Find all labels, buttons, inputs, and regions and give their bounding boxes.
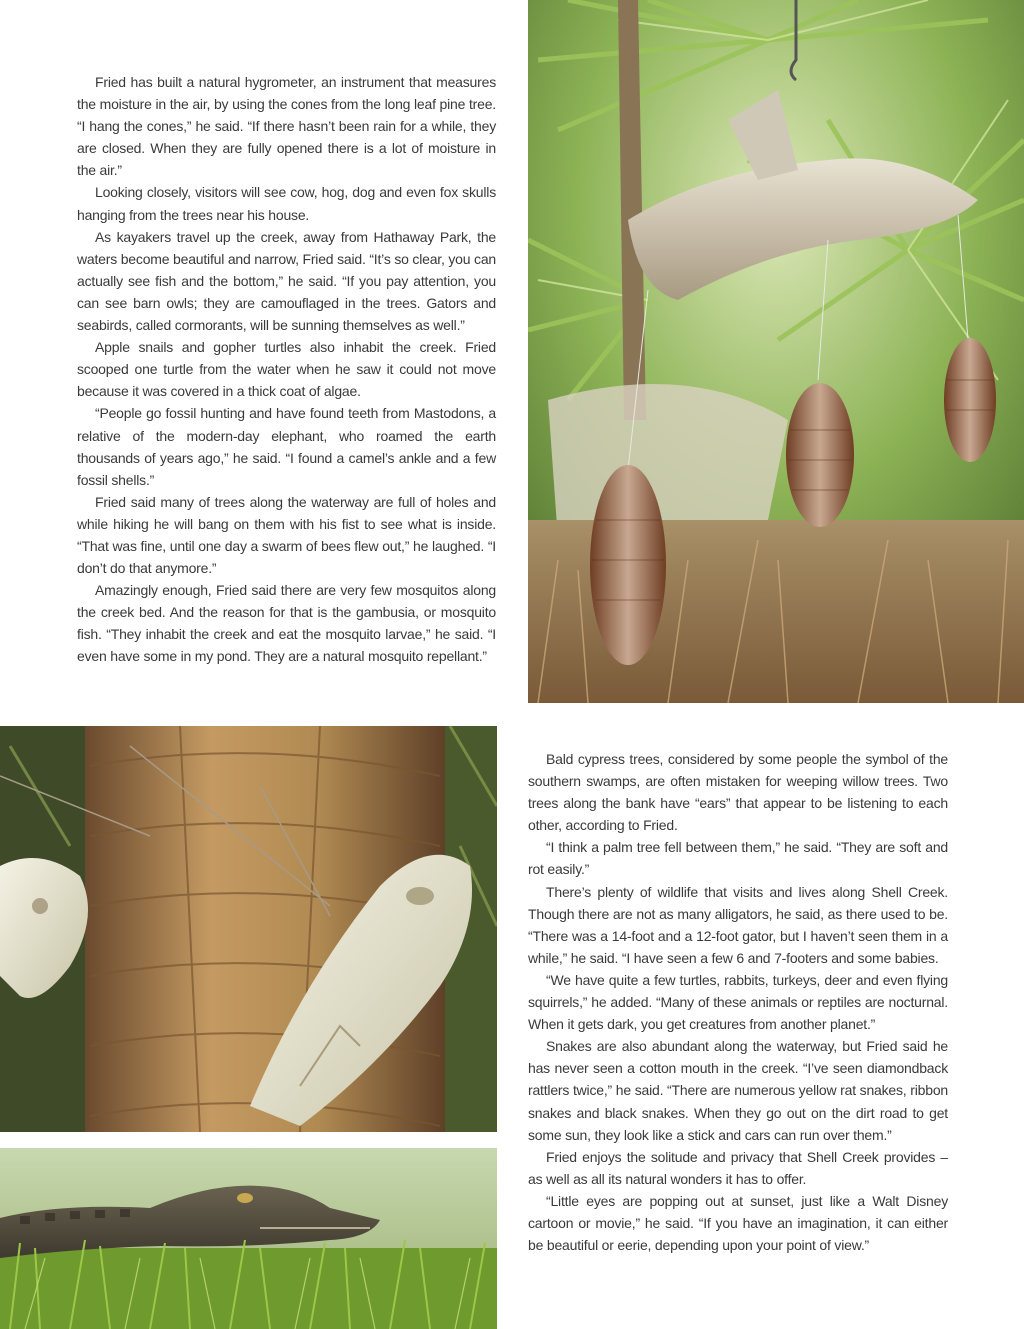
paragraph: Fried has built a natural hygrometer, an instrument that measures the moisture in the air, by using the cones from the long leaf pine tree. “I hang the cones,” he said. “If there hasn’t been rain for a while, they are closed. When they are fully opened there is a lot of moisture in the air.” xyxy=(77,74,496,179)
paragraph: “I think a palm tree fell between them,” he said. “They are soft and rot easily.” xyxy=(528,839,948,878)
article-right-column xyxy=(528,748,948,1256)
paragraph: Snakes are also abundant along the waterway, but Fried said he has never seen a cotton mouth in the creek. “I’ve seen diamondback rattlers twice,” he said. “There are numerous yellow rat snakes, ribbon snakes and black snakes. When they go out on the dirt road to get some sun, they look like a stick and cars can run over them.” xyxy=(528,1038,948,1143)
paragraph: Looking closely, visitors will see cow, hog, dog and even fox skulls hanging from the trees near his house. xyxy=(77,184,496,223)
animal-skulls-photo xyxy=(0,726,497,1132)
paragraph: There’s plenty of wildlife that visits and lives along Shell Creek. Though there are not as many alligators, he said, as there used to be. “There was a 14-foot and a 12-foot gator, but I haven’t seen them in a while,” he said. “I have seen a few 6 and 7-footers and some babies. xyxy=(528,883,948,966)
paragraph: “Little eyes are popping out at sunset, just like a Walt Disney cartoon or movie,” he said. “If you have an imagination, it can either be beautiful or eerie, depending upon your point of view.” xyxy=(528,1192,948,1254)
pine-cone-hygrometer-photo xyxy=(528,0,1024,703)
alligator-photo xyxy=(0,1148,497,1329)
paragraph: Fried enjoys the solitude and privacy that Shell Creek provides – as well as all its natural wonders it has to offer. xyxy=(528,1148,948,1187)
paragraph: “We have quite a few turtles, rabbits, turkeys, deer and even flying squirrels,” he added. “Many of these animals or reptiles are nocturnal. When it gets dark, you get creatures from another planet.” xyxy=(528,971,948,1033)
paragraph: Bald cypress trees, considered by some people the symbol of the southern swamps, are often mistaken for weeping willow trees. Two trees along the bank have “ears” that appear to be listening to each other, according to Fried. xyxy=(528,751,948,834)
paragraph: As kayakers travel up the creek, away from Hathaway Park, the waters become beautiful and narrow, Fried said. “It’s so clear, you can actually see fish and the bottom,” he said. “If you pay attention, you can see barn owls; they are camouflaged in the trees. Gators and seabirds, called cormorants, will be sunning themselves as well.” xyxy=(77,228,496,334)
paragraph: Fried said many of trees along the waterway are full of holes and while hiking he will bang on them with his fist to see what is inside. “That was fine, until one day a swarm of bees flew out,” he laughed. “I don’t do that anymore.” xyxy=(77,493,496,577)
paragraph: Apple snails and gopher turtles also inhabit the creek. Fried scooped one turtle from the water when he saw it could not move because it was covered in a thick coat of algae. xyxy=(77,339,496,400)
paragraph: Amazingly enough, Fried said there are very few mosquitos along the creek bed. And the reason for that is the gambusia, or mosquito fish. “They inhabit the creek and eat the mosquito larvae,” he said. “I even have some in my pond. They are a natural mosquito repellant.” xyxy=(77,582,496,665)
article-left-column xyxy=(77,71,496,668)
paragraph: “People go fossil hunting and have found teeth from Mastodons, a relative of the modern-day elephant, who roamed the earth thousands of years ago,” he said. “I found a camel’s ankle and a few fossil shells.” xyxy=(77,405,496,488)
